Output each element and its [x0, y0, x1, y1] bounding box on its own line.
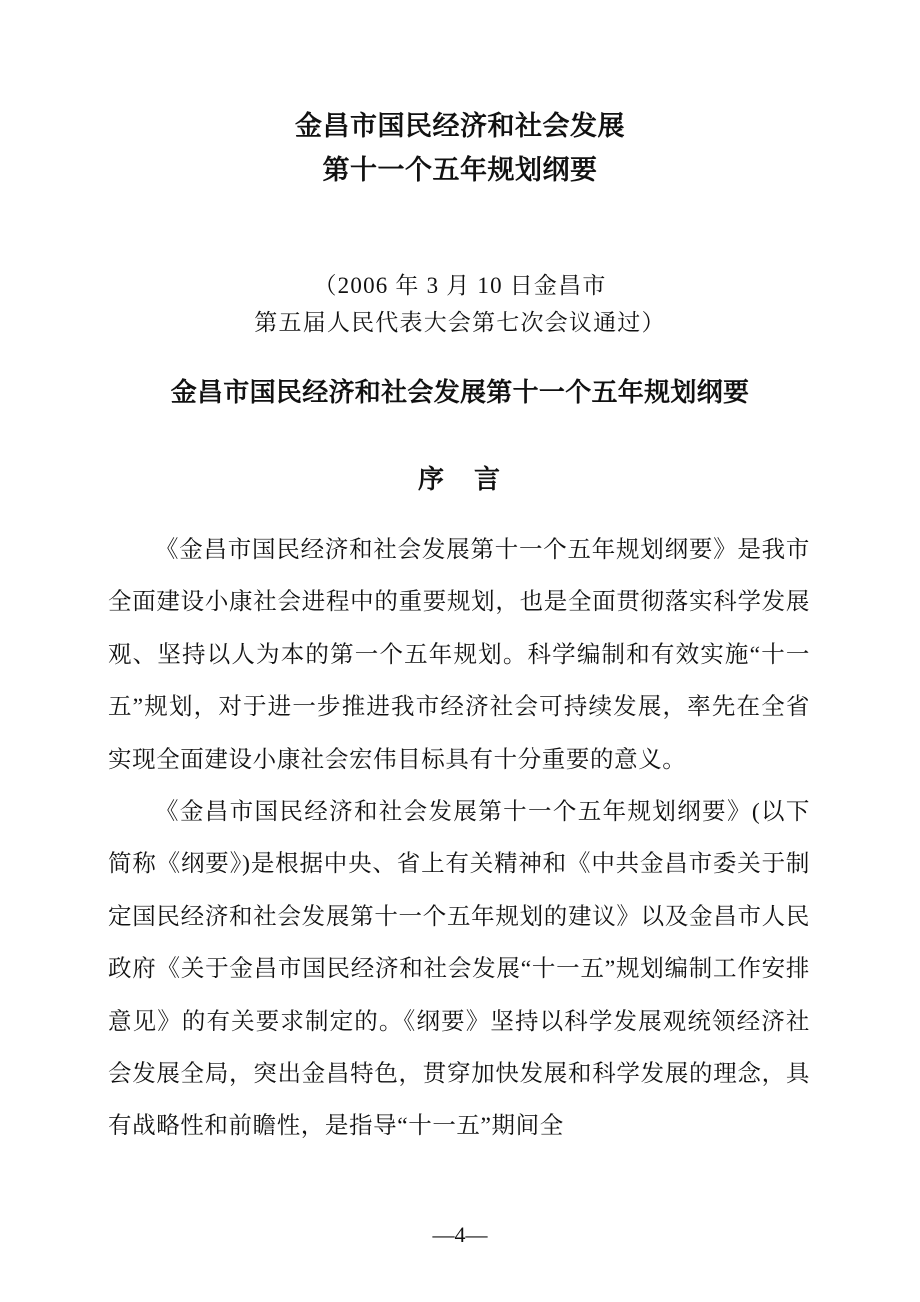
section-heading-preface: 序 言 [417, 465, 502, 494]
body-copy [108, 524, 810, 1153]
adoption-note-line-1: （2006 年 3 月 10 日金昌市 [313, 273, 607, 298]
adoption-note [0, 267, 920, 341]
adoption-note-line-2: 第五届人民代表大会第七次会议通过） [254, 310, 666, 335]
document-title-line-1: 金昌市国民经济和社会发展 [295, 111, 625, 141]
body-paragraph-1: 《金昌市国民经济和社会发展第十一个五年规划纲要》是我市全面建设小康社会进程中的重要规划，也是全面贯彻落实科学发展观、坚持以人为本的第一个五年规划。科学编制和有效实施“十一五”规划，对于进一步推进我市经济社会可持续发展，率先在全省实现全面建设小康社会宏伟目标具有十分重要的意义。 [108, 537, 810, 773]
document-title [0, 104, 920, 192]
plan-heading: 金昌市国民经济和社会发展第十一个五年规划纲要 [170, 377, 750, 407]
body-paragraph-2: 《金昌市国民经济和社会发展第十一个五年规划纲要》(以下简称《纲要》)是根据中央、省上有关精神和《中共金昌市委关于制定国民经济和社会发展第十一个五年规划的建议》以及金昌市人民政府《关于金昌市国民经济和社会发展“十一五”规划编制工作安排意见》的有关要求制定的。《纲要》坚持以科学发展观统领经济社会发展全局，突出金昌特色，贯穿加快发展和科学发展的理念，具有战略性和前瞻性，是指导“十一五”期间全 [108, 799, 810, 1140]
page-number: —4— [432, 1222, 488, 1247]
document-title-line-2: 第十一个五年规划纲要 [322, 155, 598, 185]
